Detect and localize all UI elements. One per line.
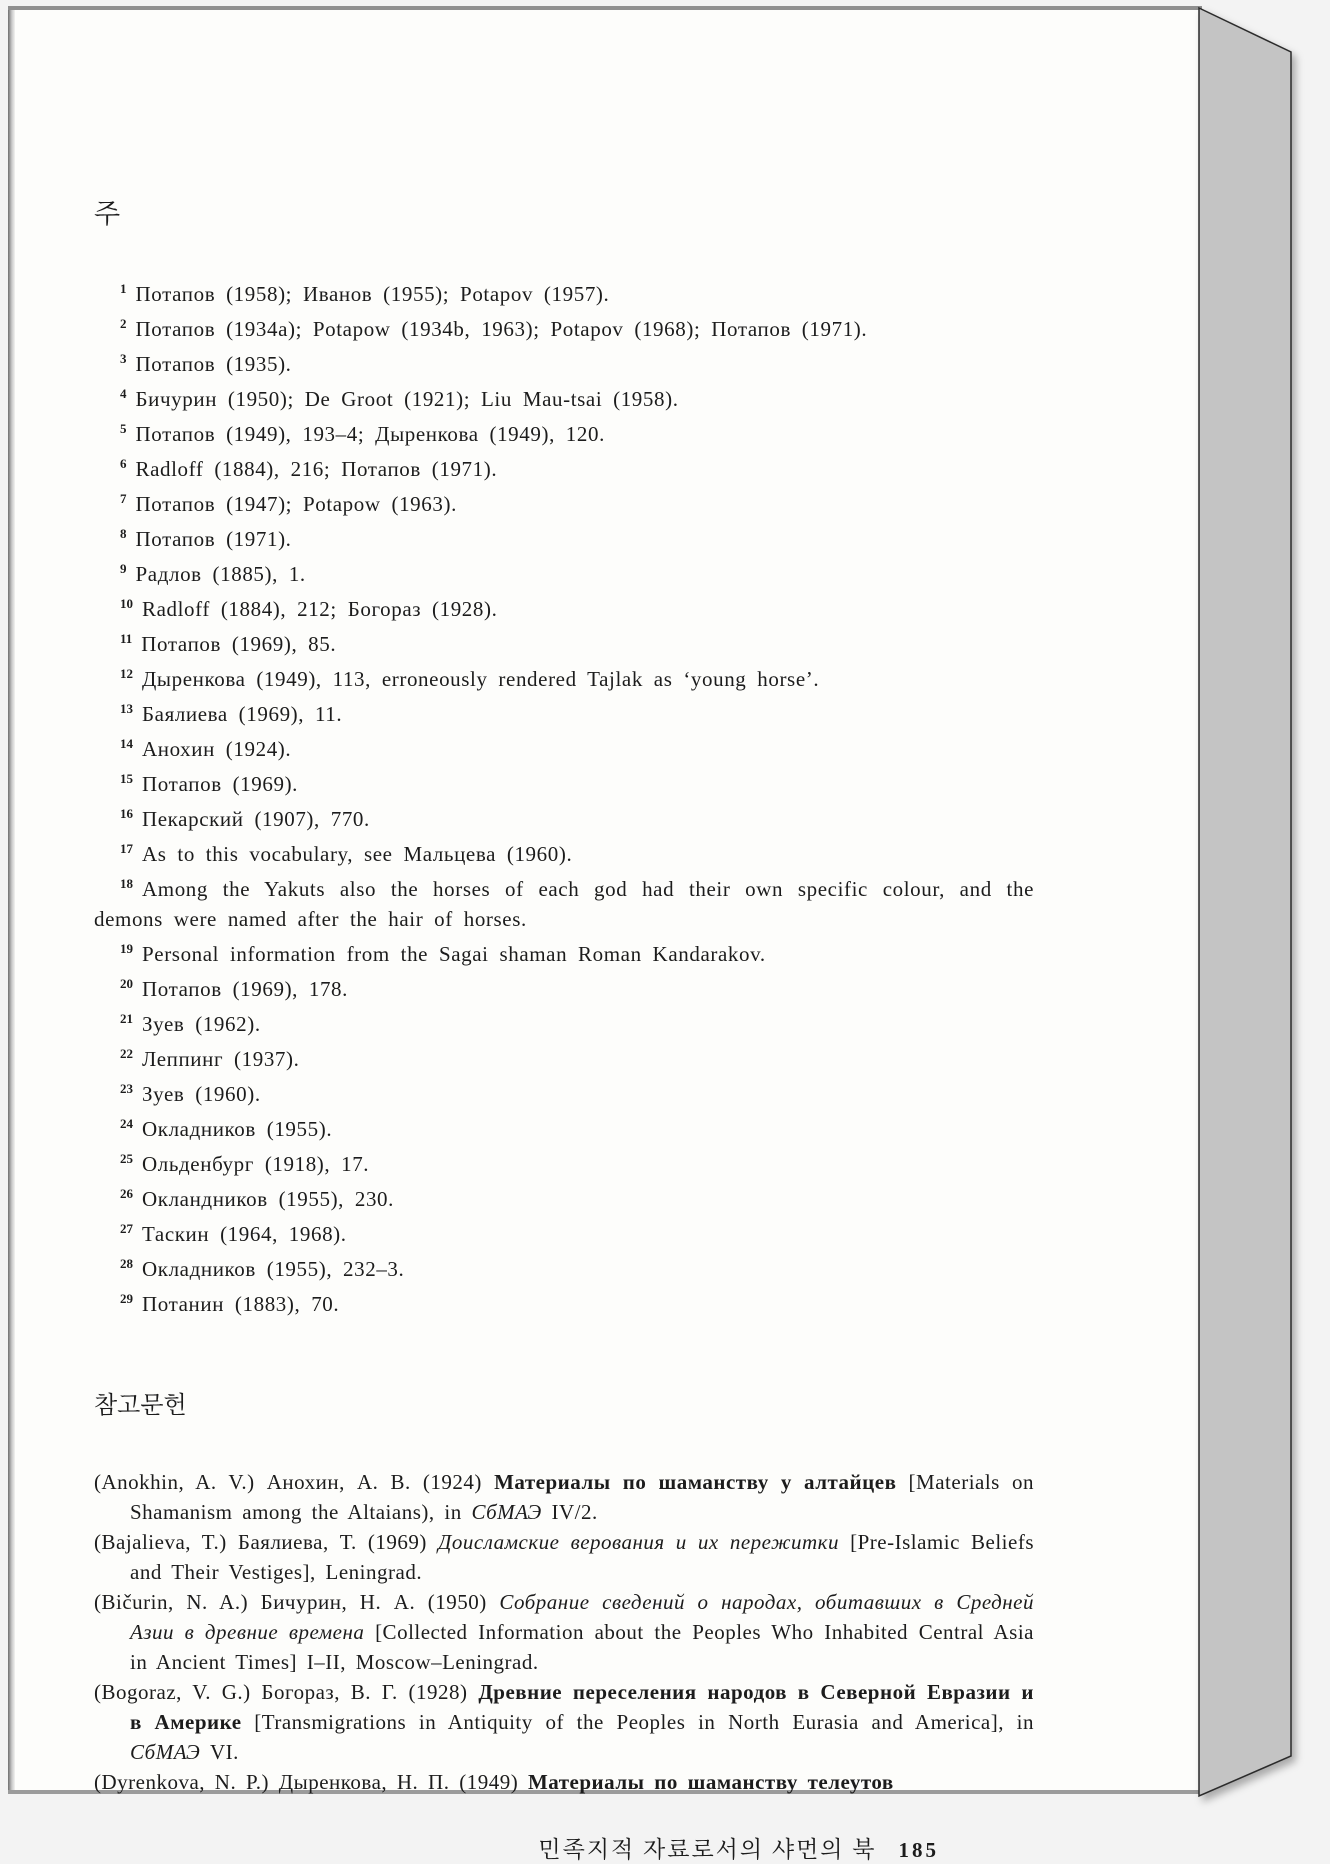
footnote-item: [94, 554, 1034, 589]
footnote-item: [94, 519, 1034, 554]
bib-text: (Dyrenkova, N. P.) Дыренкова, Н. П. (1949): [94, 1770, 528, 1794]
footnote-text: Пекарский (1907), 770.: [142, 807, 370, 831]
footnote-text: As to this vocabulary, see Мальцева (1960).: [142, 842, 573, 866]
bibliography-entry: [94, 1527, 1034, 1587]
footnote-number: 28: [120, 1256, 133, 1271]
footnote-text: Потапов (1969), 85.: [141, 632, 337, 656]
page-footer: [94, 1831, 1034, 1864]
footnote-item: [94, 414, 1034, 449]
footnote-text: Personal information from the Sagai shaman Roman Kandarakov.: [142, 942, 766, 966]
footnote-item: [94, 274, 1034, 309]
bib-title: Древние переселения народов в Северной Евразии и в Америке: [130, 1680, 1034, 1734]
bib-text: (Anokhin, A. V.) Анохин, А. В. (1924): [94, 1470, 495, 1494]
bib-journal: СбМАЭ: [471, 1500, 542, 1524]
bib-title: Собрание сведений о народах, обитавших в Средней Азии в древние времена: [130, 1590, 1034, 1644]
footnote-text: Анохин (1924).: [142, 737, 292, 761]
footnote-item: [94, 659, 1034, 694]
running-title: 민족지적 자료로서의 샤먼의 북: [538, 1837, 877, 1862]
footnotes-list: [94, 274, 1034, 1319]
bibliography-entry: [94, 1677, 1034, 1767]
footnote-number: 25: [120, 1151, 133, 1166]
footnote-text: Потапов (1958); Иванов (1955); Potapov (1957).: [135, 282, 610, 306]
footnote-item: [94, 309, 1034, 344]
footnote-text: Зуев (1960).: [142, 1082, 261, 1106]
footnote-item: [94, 799, 1034, 834]
footnote-item: [94, 1214, 1034, 1249]
bib-text: (Bičurin, N. A.) Бичурин, Н. А. (1950): [94, 1590, 500, 1614]
footnote-number: 19: [120, 941, 133, 956]
footnote-text: Потапов (1971).: [135, 527, 292, 551]
footnote-text: Among the Yakuts also the horses of each god had their own specific colour, and the demons were named after the hair of horses.: [94, 877, 1034, 931]
footnote-number: 10: [120, 596, 133, 611]
footnote-number: 17: [120, 841, 133, 856]
bib-text: [Transmigrations in Antiquity of the Peoples in North Eurasia and America], in: [241, 1710, 1035, 1734]
footnote-number: 1: [120, 281, 127, 296]
footnote-text: Окладников (1955), 232–3.: [142, 1257, 405, 1281]
footnote-text: Леппинг (1937).: [142, 1047, 300, 1071]
footnote-text: Потапов (1947); Potapow (1963).: [135, 492, 457, 516]
bib-text: [Materials on Shamanism among the Altaians), in: [130, 1470, 1034, 1524]
footnote-number: 2: [120, 316, 127, 331]
footnote-number: 8: [120, 526, 127, 541]
bib-text: IV/2.: [541, 1500, 598, 1524]
footnote-number: 16: [120, 806, 133, 821]
bib-text: VI.: [200, 1740, 239, 1764]
footnote-number: 26: [120, 1186, 133, 1201]
bib-text: [Collected Information about the Peoples Who Inhabited Central Asia in Ancient Times] I–II, Moscow–Leningrad.: [130, 1620, 1034, 1674]
footnote-number: 6: [120, 456, 127, 471]
footnote-number: 23: [120, 1081, 133, 1096]
footnote-text: Потапов (1934a); Potapow (1934b, 1963); Potapov (1968); Потапов (1971).: [135, 317, 868, 341]
bib-text: [Pre-Islamic Beliefs and Their Vestiges], Leningrad.: [130, 1530, 1035, 1584]
footnote-number: 15: [120, 771, 133, 786]
footnote-text: Ольденбург (1918), 17.: [142, 1152, 370, 1176]
bibliography-entry: [94, 1467, 1034, 1527]
footnote-text: Потапов (1935).: [135, 352, 292, 376]
footnote-number: 11: [120, 631, 133, 646]
footnote-number: 29: [120, 1291, 133, 1306]
footnote-item: [94, 1004, 1034, 1039]
footnote-text: Radloff (1884), 216; Потапов (1971).: [135, 457, 498, 481]
footnote-item: [94, 1179, 1034, 1214]
footnote-number: 22: [120, 1046, 133, 1061]
footnote-text: Таскин (1964, 1968).: [142, 1222, 347, 1246]
footnote-text: Потапов (1969), 178.: [142, 977, 349, 1001]
footnote-number: 20: [120, 976, 133, 991]
footnote-text: Окладников (1955).: [142, 1117, 333, 1141]
footnote-item: [94, 624, 1034, 659]
footnote-item: [94, 1249, 1034, 1284]
footnote-item: [94, 764, 1034, 799]
footnote-number: 21: [120, 1011, 133, 1026]
bib-text: (Bogoraz, V. G.) Богораз, В. Г. (1928): [94, 1680, 479, 1704]
footnote-number: 18: [120, 876, 133, 891]
footnote-item: [94, 484, 1034, 519]
footnote-text: Зуев (1962).: [142, 1012, 261, 1036]
footnote-item: [94, 1109, 1034, 1144]
footnote-item: [94, 1074, 1034, 1109]
bibliography-entry: [94, 1767, 1034, 1797]
bibliography-list: [94, 1467, 1034, 1797]
bib-text: (Bajalieva, T.) Баялиева, Т. (1969): [94, 1530, 439, 1554]
page-left-edge: [8, 10, 15, 1790]
footnote-number: 24: [120, 1116, 133, 1131]
footnote-item: [94, 694, 1034, 729]
footnote-item: [94, 1284, 1034, 1319]
footnote-number: 9: [120, 561, 127, 576]
footnote-number: 12: [120, 666, 133, 681]
page-number: 185: [898, 1838, 939, 1862]
footnote-item: [94, 729, 1034, 764]
footnote-item: [94, 1039, 1034, 1074]
notes-section-heading: 주: [94, 199, 121, 229]
footnote-item: [94, 934, 1034, 969]
book-spine-edge: [1195, 0, 1330, 1806]
footnote-item: [94, 344, 1034, 379]
footnote-text: Потанин (1883), 70.: [142, 1292, 340, 1316]
bib-journal: СбМАЭ: [130, 1740, 201, 1764]
footnote-item: [94, 589, 1034, 624]
footnote-number: 7: [120, 491, 127, 506]
bib-title: Материалы по шаманству у алтайцев: [494, 1470, 897, 1494]
footnote-item: [94, 379, 1034, 414]
bibliography-entry: [94, 1587, 1034, 1677]
footnote-text: Окландников (1955), 230.: [142, 1187, 395, 1211]
footnote-number: 14: [120, 736, 133, 751]
bib-title: Доисламские верования и их пережитки: [438, 1530, 839, 1554]
spine-face: [1199, 8, 1291, 1796]
footnote-number: 27: [120, 1221, 133, 1236]
footnote-text: Дыренкова (1949), 113, erroneously rendered Tajlak as ‘young horse’.: [142, 667, 820, 691]
page-content: [94, 10, 1034, 1864]
footnote-item: [94, 869, 1034, 934]
footnote-number: 3: [120, 351, 127, 366]
footnote-number: 4: [120, 386, 127, 401]
bibliography-section-heading: 참고문헌: [94, 1393, 187, 1419]
bib-title: Материалы по шаманству телеутов: [527, 1770, 894, 1794]
footnote-item: [94, 969, 1034, 1004]
footnote-text: Потапов (1969).: [142, 772, 299, 796]
footnote-number: 5: [120, 421, 127, 436]
page: [8, 6, 1202, 1862]
footnote-text: Баялиева (1969), 11.: [142, 702, 343, 726]
footnote-item: [94, 449, 1034, 484]
footnote-item: [94, 1144, 1034, 1179]
footnote-text: Radloff (1884), 212; Богораз (1928).: [142, 597, 498, 621]
footnote-number: 13: [120, 701, 133, 716]
footnote-text: Радлов (1885), 1.: [135, 562, 306, 586]
footnote-text: Потапов (1949), 193–4; Дыренкова (1949), 120.: [135, 422, 605, 446]
footnote-text: Бичурин (1950); De Groot (1921); Liu Mau-tsai (1958).: [135, 387, 679, 411]
footnote-item: [94, 834, 1034, 869]
